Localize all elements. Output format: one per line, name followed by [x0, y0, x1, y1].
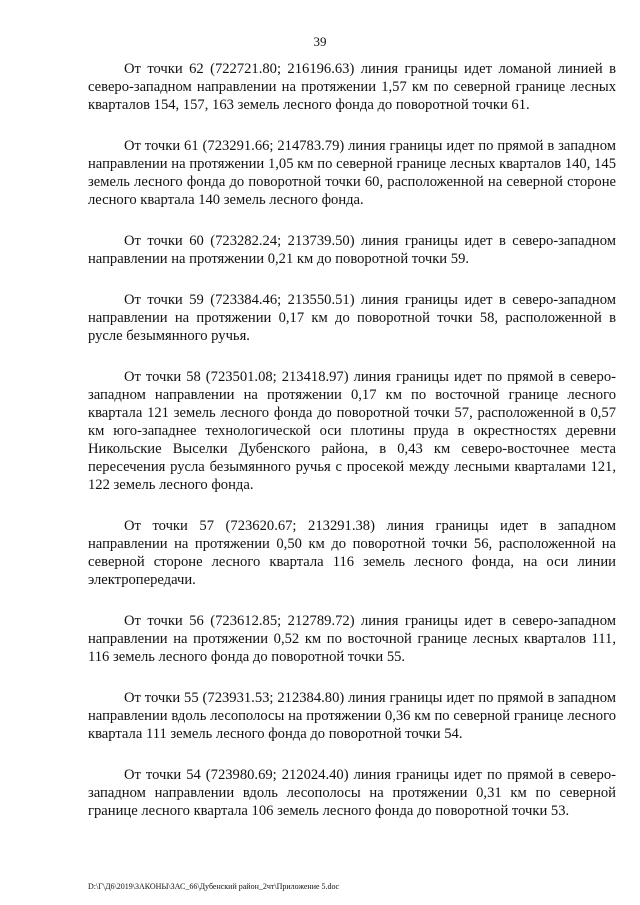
paragraph-point-55: От точки 55 (723931.53; 212384.80) линия границы идет по прямой в западном направлении вдоль лесополосы на протяжении 0,36 км по северной границе лесного квартала 111 земель лесного фонда до поворотной точки 54.: [88, 690, 616, 742]
document-body: [88, 60, 616, 843]
paragraph-point-54: От точки 54 (723980.69; 212024.40) линия границы идет по прямой в северо-западном направлении вдоль лесополосы на протяжении 0,31 км по северной границе лесного квартала 106 земель лесного фонда до поворотной точки 53.: [88, 767, 616, 819]
paragraph-point-56: От точки 56 (723612.85; 212789.72) линия границы идет в северо-западном направлении на протяжении 0,52 км по восточной границе лесных кварталов 111, 116 земель лесного фонда до поворотной точки 55.: [88, 613, 616, 665]
paragraph-point-62: От точки 62 (722721.80; 216196.63) линия границы идет ломаной линией в северо-западном направлении на протяжении 1,57 км по северной границе лесных кварталов 154, 157, 163 земель лесного фонда до поворотной точки 61.: [88, 61, 616, 113]
file-path-footer: D:\Г\Д6\2019\ЗАКОНЫ\ЗАС_66\Дубенский район_2чт\Приложение 5.doc: [88, 882, 340, 891]
paragraph-point-61: От точки 61 (723291.66; 214783.79) линия границы идет по прямой в западном направлении на протяжении 1,05 км по северной границе лесных кварталов 140, 145 земель лесного фонда до поворотной точки 60, расположенной на северной стороне лесного квартала 140 земель лесного фонда.: [88, 138, 616, 208]
page-number: 39: [313, 34, 327, 49]
paragraph-point-58: От точки 58 (723501.08; 213418.97) линия границы идет по прямой в северо-западном направлении на протяжении 0,17 км по восточной границе лесного квартала 121 земель лесного фонда до поворотной точки 57, расположенной в 0,57 км юго-западнее технологической оси плотины пруда в окрестностях деревни Никольские Выселки Дубенского района, в 0,43 км северо-восточнее места пересечения русла безымянного ручья с просекой между лесными кварталами 121, 122 земель лесного фонда.: [88, 369, 616, 493]
paragraph-point-57: От точки 57 (723620.67; 213291.38) линия границы идет в западном направлении на протяжении 0,50 км до поворотной точки 56, расположенной на северной стороне лесного квартала 116 земель лесного фонда, на оси линии электропередачи.: [88, 518, 616, 588]
paragraph-point-59: От точки 59 (723384.46; 213550.51) линия границы идет в северо-западном направлении на протяжении 0,17 км до поворотной точки 58, расположенной в русле безымянного ручья.: [88, 292, 616, 344]
paragraph-point-60: От точки 60 (723282.24; 213739.50) линия границы идет в северо-западном направлении на протяжении 0,21 км до поворотной точки 59.: [88, 233, 616, 267]
